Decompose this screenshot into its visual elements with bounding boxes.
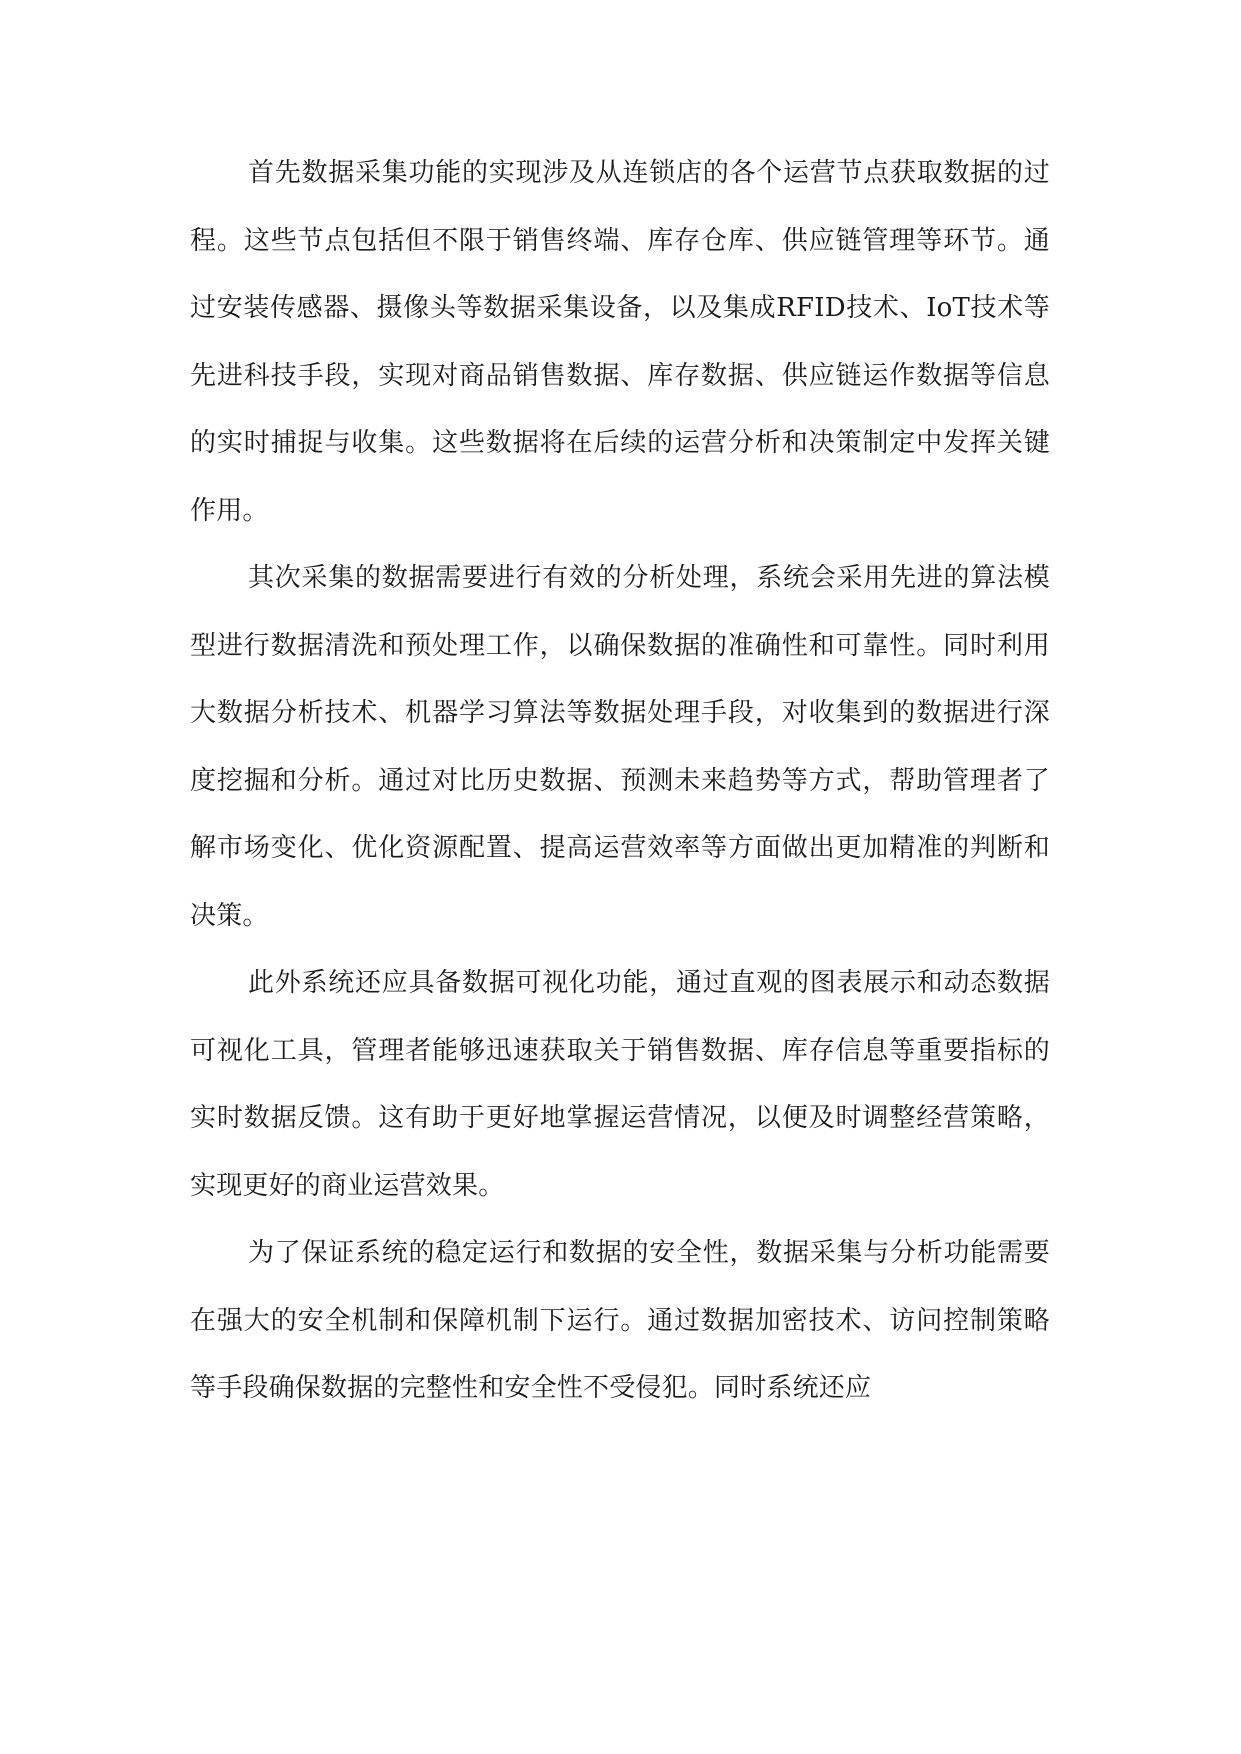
paragraph-security: 为了保证系统的稳定运行和数据的安全性，数据采集与分析功能需要在强大的安全机制和保障机制下运行。通过数据加密技术、访问控制策略等手段确保数据的完整性和安全性不受侵犯。同时系统还应 [190, 1238, 1050, 1403]
document-body [190, 140, 1050, 1423]
paragraph-data-collection: 首先数据采集功能的实现涉及从连锁店的各个运营节点获取数据的过程。这些节点包括但不限于销售终端、库存仓库、供应链管理等环节。通过安装传感器、摄像头等数据采集设备，以及集成RFID技术、IoT技术等先进科技手段，实现对商品销售数据、库存数据、供应链运作数据等信息的实时捕捉与收集。这些数据将在后续的运营分析和决策制定中发挥关键作用。 [190, 158, 1050, 526]
paragraph-data-visualization: 此外系统还应具备数据可视化功能，通过直观的图表展示和动态数据可视化工具，管理者能够迅速获取关于销售数据、库存信息等重要指标的实时数据反馈。这有助于更好地掌握运营情况，以便及时调整经营策略，实现更好的商业运营效果。 [190, 968, 1050, 1201]
paragraph-data-analysis: 其次采集的数据需要进行有效的分析处理，系统会采用先进的算法模型进行数据清洗和预处理工作，以确保数据的准确性和可靠性。同时利用大数据分析技术、机器学习算法等数据处理手段，对收集到的数据进行深度挖掘和分析。通过对比历史数据、预测未来趋势等方式，帮助管理者了解市场变化、优化资源配置、提高运营效率等方面做出更加精准的判断和决策。 [190, 563, 1050, 931]
